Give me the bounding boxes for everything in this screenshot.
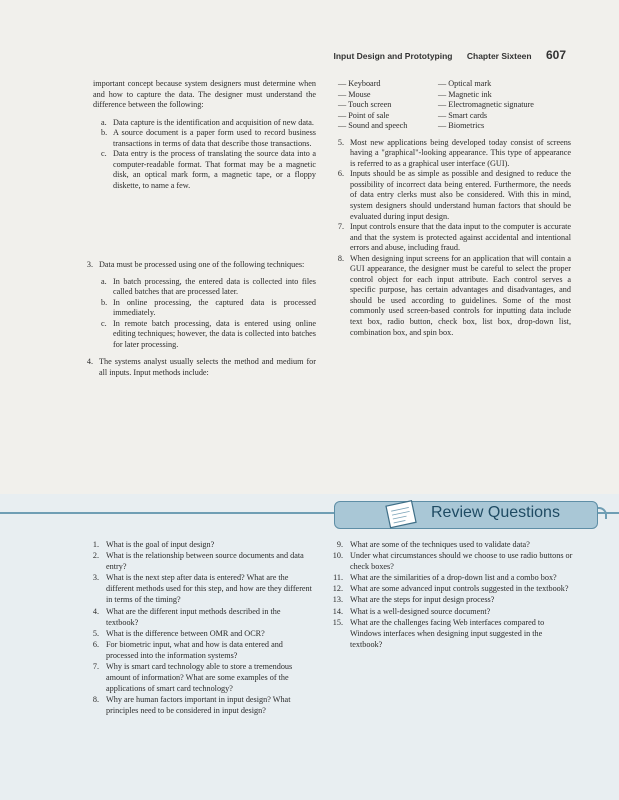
intro-paragraph: important concept because system designers must determine when and how to capture the data. The designer must understand the difference between the following: — [93, 79, 316, 110]
question-item: 15. What are the challenges facing Web interfaces compared to Windows interfaces when designing input suggested in the textbook? — [332, 617, 545, 649]
page-number: 607 — [545, 48, 566, 62]
review-questions-title: Review Questions — [431, 504, 560, 521]
review-left-column — [84, 539, 314, 717]
question-item: 6. For biometric input, what and how is data entered and processed into the information systems? — [92, 639, 283, 660]
list-item: — Touch screen — [338, 100, 392, 110]
list-item: — Sound and speech — [338, 121, 408, 131]
list-item: a. Data capture is the identification and acquisition of new data. — [101, 117, 314, 127]
question-item: 7. Why is smart card technology able to store a tremendous amount of information? What are some examples of the applications of smart card technology? — [92, 662, 293, 694]
list-item: — Optical mark — [438, 79, 492, 88]
list-item: c. In remote batch processing, data is entered using online editing techniques; however, the data is collected into batches for later processing. — [101, 318, 316, 349]
review-questions-banner — [334, 501, 598, 529]
list-item: 7. Input controls ensure that the data input to the computer is accurate and that the system is protected against accidental and intentional errors and abuse, including fraud. — [337, 222, 571, 253]
review-right-column — [328, 539, 574, 650]
question-item: 4. What are the different input methods described in the textbook? — [92, 606, 281, 627]
question-item: 5. What is the difference between OMR and OCR? — [92, 628, 265, 638]
list-item: 3. Data must be processed using one of the following techniques: — [86, 260, 305, 269]
question-item: 13. What are the steps for input design process? — [332, 595, 495, 605]
notepad-icon — [382, 497, 422, 531]
left-column-lower — [80, 260, 316, 378]
running-header — [334, 48, 567, 62]
question-item: 11. What are the similarities of a drop-down list and a combo box? — [333, 573, 557, 583]
input-methods-list — [338, 79, 571, 132]
list-item: 8. When designing input screens for an application that will contain a GUI appearance, the designer must be careful to select the proper control object for each input attribute. Each control serves a specific purpose, has certain advantages and disadvantages, and should be used according to guidelines. Some of the most commonly used screen-based controls for inputting data include text box, radio button, check box, list box, drop-down list, combination box, and spin box. — [337, 253, 571, 337]
list-item: — Keyboard — [338, 79, 381, 88]
list-item: b. A source document is a paper form used to record business transactions in terms of data that describe those transactions. — [101, 128, 316, 148]
question-item: 9. What are some of the techniques used to validate data? — [336, 540, 530, 549]
question-item: 2. What is the relationship between source documents and data entry? — [92, 551, 304, 572]
list-item: 5. Most new applications being developed today consist of screens having a "graphical"-looking appearance. This type of appearance is referred to as a graphical user interface (GUI). — [337, 137, 571, 168]
list-item: — Mouse — [338, 89, 371, 99]
question-item: 14. What is a well-designed source document? — [332, 606, 491, 616]
question-item: 10. Under what circumstances should we choose to use radio buttons or check boxes? — [332, 551, 573, 572]
question-item: 12. What are some advanced input controls suggested in the textbook? — [332, 584, 569, 594]
list-item: — Point of sale — [338, 110, 390, 120]
list-item: b. In online processing, the captured data is processed immediately. — [101, 297, 316, 318]
header-chapter: Chapter Sixteen — [466, 51, 532, 61]
list-item: — Biometrics — [438, 121, 485, 131]
right-column — [331, 79, 571, 338]
list-item: — Magnetic ink — [438, 89, 492, 99]
list-item: 6. Inputs should be as simple as possible and designed to reduce the possibility of incorrect data being entered. Furthermore, the needs of data entry clerks must also be considered. With this in mind, system designers should understand human factors that should be evaluated during input design. — [337, 169, 571, 221]
question-item: 8. Why are human factors important in input design? What principles need to be considered in input design? — [92, 695, 291, 716]
left-column — [93, 79, 316, 191]
list-item: — Smart cards — [438, 110, 488, 120]
header-section-title: Input Design and Prototyping — [333, 51, 453, 61]
list-item: — Electromagnetic signature — [438, 100, 534, 110]
question-item: 1. What is the goal of input design? — [92, 540, 215, 549]
list-item: c. Data entry is the process of translating the source data into a computer-readable format. That format may be a magnetic disk, an optical mark form, a magnetic tape, or a floppy diskette, to name a few. — [101, 149, 316, 190]
list-item: 4. The systems analyst usually selects the method and medium for all inputs. Input methods include: — [86, 357, 316, 377]
list-item: a. In batch processing, the entered data is collected into files called batches that are processed later. — [101, 276, 316, 297]
question-item: 3. What is the next step after data is entered? What are the different methods used for this step, and how are they different in terms of the timing? — [92, 573, 312, 605]
